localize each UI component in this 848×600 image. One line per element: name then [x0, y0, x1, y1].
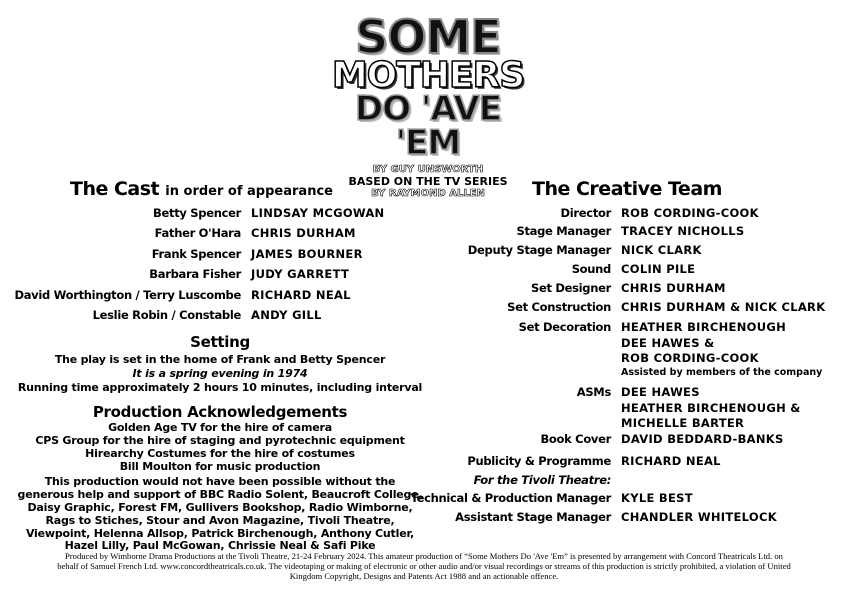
acknowledgement-line: Bill Moulton for music production: [119, 460, 321, 473]
cast-role: Father O'Hara: [154, 226, 241, 240]
thanks-line: Daisy Graphic, Forest FM, Gullivers Bookshop, Radio Wimborne,: [27, 501, 413, 514]
creative-role: Set Construction: [507, 300, 611, 314]
creative-role: Publicity & Programme: [467, 454, 611, 468]
creative-name: DAVID BEDDARD-BANKS: [621, 432, 784, 446]
cast-subtitle: in order of appearance: [165, 184, 333, 199]
setting-heading: Setting: [190, 333, 250, 351]
creative-role: ASMs: [576, 385, 611, 399]
creative-name: CHRIS DURHAM: [621, 281, 726, 295]
cast-role: David Worthington / Terry Luscombe: [14, 288, 241, 302]
logo-line-mothers: MOTHERS: [331, 55, 525, 96]
footer-line: Produced by Wimborne Drama Productions at the Tivoli Theatre, 21-24 February 2024. This amateur production of “Some Mothers Do 'Ave 'Em” is presented by arrangement with Concord Theatricals Ltd. on: [65, 551, 783, 561]
creative-name: DEE HAWES: [621, 385, 700, 399]
creative-name: RICHARD NEAL: [621, 454, 721, 468]
cast-name: RICHARD NEAL: [251, 288, 351, 302]
cast-name: JAMES BOURNER: [251, 247, 363, 261]
footer-line: behalf of Samuel French Ltd. www.concordtheatricals.co.uk. The videotaping or making of electronic or other audio and/or visual recordings or streams of this production is strictly prohibited, a violation of United: [57, 560, 791, 571]
cast-heading: [70, 178, 333, 200]
creative-name: HEATHER BIRCHENOUGH: [621, 320, 786, 334]
logo-line-some: SOME: [355, 10, 501, 64]
setting-line: The play is set in the home of Frank and Betty Spencer: [54, 353, 386, 366]
thanks-line: generous help and support of BBC Radio Solent, Beaucroft College,: [17, 488, 423, 501]
logo-line-do-ave-em: DO 'AVE 'EM: [355, 89, 501, 163]
creative-heading: The Creative Team: [532, 178, 722, 200]
show-logo: [318, 10, 538, 199]
acknowledgements-heading: Production Acknowledgements: [92, 403, 348, 421]
logo-based-on: BASED ON THE TV SERIES: [348, 175, 508, 188]
cast-role: Frank Spencer: [151, 247, 241, 261]
legal-footer: [36, 552, 812, 581]
logo-writer: BY RAYMOND ALLEN: [371, 188, 485, 199]
creative-name: ROB CORDING-COOK: [621, 351, 759, 365]
creative-name: KYLE BEST: [621, 491, 693, 505]
creative-role: Director: [560, 206, 611, 220]
cast-role: Barbara Fisher: [149, 267, 241, 281]
creative-note: Assisted by members of the company: [621, 367, 823, 378]
acknowledgement-line: Hirearchy Costumes for the hire of costumes: [85, 447, 355, 460]
creative-role: Set Designer: [530, 281, 611, 295]
setting-line: It is a spring evening in 1974: [132, 367, 308, 380]
creative-name: HEATHER BIRCHENOUGH &: [621, 401, 801, 415]
setting-line: Running time approximately 2 hours 10 minutes, including interval: [17, 381, 423, 394]
cast-role: Betty Spencer: [153, 206, 241, 220]
thanks-line: This production would not have been possible without the: [44, 475, 396, 488]
creative-name: ROB CORDING-COOK: [621, 206, 759, 220]
creative-role: Stage Manager: [516, 224, 611, 238]
cast-name: LINDSAY MCGOWAN: [251, 206, 385, 220]
creative-role: Set Decoration: [518, 320, 611, 334]
creative-role: Assistant Stage Manager: [455, 510, 611, 524]
acknowledgement-line: Golden Age TV for the hire of camera: [108, 421, 332, 434]
creative-name: DEE HAWES &: [621, 336, 715, 350]
thanks-line: Hazel Lilly, Paul McGowan, Chrissie Neal & Safi Pike: [64, 539, 376, 552]
creative-role: Technical & Production Manager: [410, 491, 611, 505]
thanks-line: Viewpoint, Helenna Allsop, Patrick Birchenough, Anthony Cutler,: [25, 527, 415, 540]
footer-line: Kingdom Copyright, Designs and Patents Act 1988 and an actionable offence.: [289, 570, 559, 581]
creative-name: MICHELLE BARTER: [621, 416, 745, 430]
creative-role: Deputy Stage Manager: [467, 243, 611, 257]
creative-role: Sound: [571, 262, 611, 276]
creative-name: COLIN PILE: [621, 262, 696, 276]
thanks-line: Rags to Stiches, Stour and Avon Magazine, Tivoli Theatre,: [45, 514, 395, 527]
creative-name: CHANDLER WHITELOCK: [621, 510, 777, 524]
creative-name: NICK CLARK: [621, 243, 702, 257]
tivoli-label: For the Tivoli Theatre:: [473, 473, 611, 487]
cast-name: ANDY GILL: [251, 308, 322, 322]
cast-role: Leslie Robin / Constable: [92, 308, 241, 322]
creative-name: TRACEY NICHOLLS: [621, 224, 745, 238]
creative-name: CHRIS DURHAM & NICK CLARK: [621, 300, 826, 314]
cast-name: CHRIS DURHAM: [251, 226, 356, 240]
creative-role: Book Cover: [540, 432, 611, 446]
acknowledgement-line: CPS Group for the hire of staging and pyrotechnic equipment: [35, 434, 405, 447]
logo-author: BY GUY UNSWORTH: [372, 164, 484, 175]
cast-title: The Cast: [70, 178, 160, 200]
cast-name: JUDY GARRETT: [251, 267, 350, 281]
